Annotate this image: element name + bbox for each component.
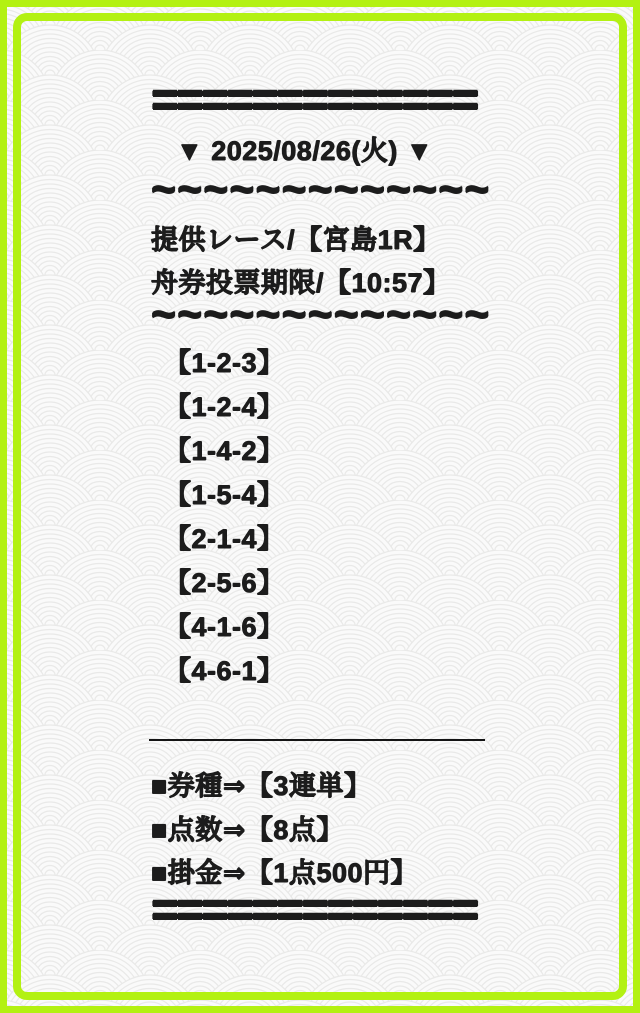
wave-divider-bottom: ~~~~~~~~~~~~~	[151, 290, 491, 339]
pick-line: 【1-2-4】	[164, 391, 285, 422]
bet-type-line: ■券種⇒【3連単】	[151, 770, 372, 801]
top-divider: =============	[151, 73, 477, 127]
date-line: ▼ 2025/08/26(火) ▼	[176, 135, 434, 166]
pick-line: 【1-4-2】	[164, 435, 285, 466]
pick-line: 【2-5-6】	[164, 567, 285, 598]
pick-line: 【4-6-1】	[164, 655, 285, 686]
points-line: ■点数⇒【8点】	[151, 814, 344, 845]
bottom-divider: =============	[151, 883, 477, 937]
deadline-line: 舟券投票期限/【10:57】	[151, 267, 451, 298]
pick-line: 【1-2-3】	[164, 347, 285, 378]
wave-divider-top: ~~~~~~~~~~~~~	[151, 165, 491, 214]
stake-line: ■掛金⇒【1点500円】	[151, 857, 418, 888]
race-line: 提供レース/【宮島1R】	[151, 224, 441, 255]
pick-line: 【4-1-6】	[164, 611, 285, 642]
pick-line: 【2-1-4】	[164, 523, 285, 554]
separator-line	[149, 739, 485, 741]
pick-line: 【1-5-4】	[164, 479, 285, 510]
